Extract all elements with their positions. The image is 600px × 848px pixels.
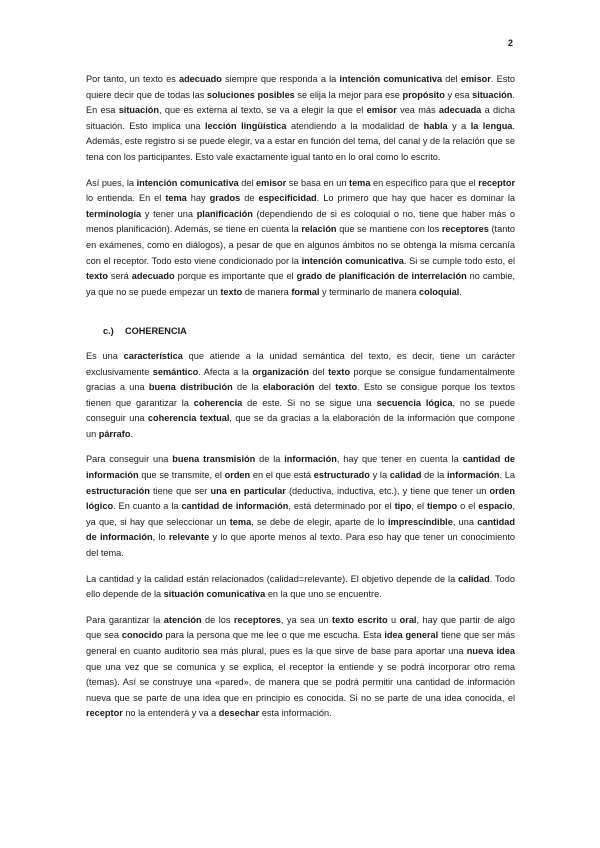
text-run: . En cuanto a la (113, 501, 182, 512)
bold-term: texto (328, 366, 351, 377)
text-run: Así pues, la (86, 177, 137, 188)
adequacy-paragraphs (86, 72, 515, 300)
bold-term: planificación (196, 208, 253, 219)
text-run: Para garantizar la (86, 614, 164, 625)
bold-term: atención (163, 614, 202, 625)
text-run: , el (411, 501, 427, 512)
text-run: de la (421, 470, 447, 481)
text-run: que una vez que se comunica y se explica, el receptor la entiende y se podrá incorporar otro rema (temas). Así se construye una «pared», de manera que se podrá permitir una cantidad de información nueva que se parte de una idea que en principio es conocida. Si no se parte de una idea conocida, el (86, 661, 515, 703)
bold-term: estructuración (86, 485, 150, 496)
section-heading-coherencia (103, 324, 515, 340)
text-run: , que es externa al texto, se va a elegir la que el (159, 105, 367, 116)
coherence-paragraphs (86, 349, 515, 722)
paragraph (86, 452, 515, 561)
bold-term: texto (86, 271, 108, 282)
text-run: se elija la mejor para ese (294, 89, 403, 100)
bold-term: formal (291, 286, 320, 297)
bold-term: organización (252, 366, 309, 377)
bold-term: coherencia textual (147, 413, 230, 424)
bold-term: especificidad (258, 193, 317, 204)
bold-term: propósito (402, 89, 445, 100)
text-run: . Lo primero que hay que hacer es dominar la (316, 193, 516, 204)
bold-term: receptores (441, 224, 489, 235)
bold-term: calidad (458, 573, 490, 584)
text-run: , una (452, 516, 478, 527)
text-run: . Todo ello depende de la (86, 573, 515, 600)
bold-term: emisor (460, 74, 491, 84)
text-run: vea más (396, 105, 439, 116)
bold-term: intención comunicativa (136, 177, 239, 188)
text-run: hay (186, 193, 210, 204)
text-run: no cambie, ya que no se puede empezar un (86, 271, 516, 297)
bold-term: terminología (86, 208, 142, 219)
bold-term: desechar (218, 708, 260, 719)
section-title: COHERENCIA (125, 326, 187, 337)
bold-term: emisor (256, 177, 287, 188)
text-run: . Esto se consigue porque los textos tienen que garantizar la (86, 382, 515, 408)
bold-term: característica (123, 350, 183, 361)
bold-term: texto (335, 382, 358, 393)
text-run: para la persona que me lee o que me escucha. Esta (162, 630, 385, 641)
text-run: (tanto en exámenes, como en diálogos), a pesar de que en algunos ámbitos no se obtenga la misma cercanía con el receptor. Todo esto viene condicionado por la (86, 224, 515, 266)
bold-term: conocido (121, 630, 163, 641)
bold-term: relación (301, 224, 337, 235)
bold-term: grados (209, 193, 241, 204)
text-run: , está determinado por el (288, 501, 395, 512)
bold-term: emisor (366, 105, 397, 116)
bold-term: grado de planificación de interrelación (296, 271, 467, 282)
bold-term: tema (229, 516, 252, 527)
bold-term: situación (472, 89, 513, 100)
paragraph (86, 349, 515, 443)
bold-term: buena transmisión (172, 454, 256, 465)
document-body (86, 72, 515, 732)
paragraph (86, 572, 515, 603)
bold-term: calidad (389, 470, 422, 481)
bold-term: buena distribución (148, 382, 233, 393)
text-run: , no se puede conseguir una (86, 397, 516, 424)
bold-term: nueva idea (466, 646, 515, 656)
text-run: . En esa (86, 89, 515, 116)
text-run: en específico para que el (370, 177, 479, 188)
text-run: y tener una (141, 208, 197, 219)
text-run: no la entenderá y va a (122, 708, 219, 719)
text-run: y la (369, 470, 390, 481)
bold-term: información (446, 470, 500, 481)
text-run: del (308, 366, 329, 377)
text-run: lo entienda. En el (86, 193, 166, 204)
text-run: de (240, 193, 259, 204)
bold-term: situación (118, 105, 160, 116)
bold-term: adecuado (178, 74, 222, 84)
bold-term: información (284, 454, 337, 465)
text-run: y lo que aporte menos al texto. Para eso hay que tener un conocimiento del tema. (86, 532, 515, 559)
text-run: será (107, 271, 132, 282)
text-run: Es una (86, 350, 124, 361)
text-run: , que se da gracias a la elaboración de la información que compone un (86, 413, 515, 439)
bold-term: párrafo (98, 428, 131, 439)
text-run: en la que uno se encuentre. (265, 589, 382, 600)
bold-term: texto (220, 286, 243, 297)
text-run: y terminarlo de manera (319, 286, 419, 297)
text-run: . Afecta a la (198, 366, 253, 377)
text-run: que se transmite, el (138, 470, 225, 481)
text-run: , se debe de elegir, aparte de lo (251, 516, 388, 527)
text-run: que atiende a la unidad semántica del texto, es decir, tiene un carácter exclusivamente (86, 350, 515, 377)
text-run: esta información. (259, 708, 332, 719)
bold-term: receptor (478, 177, 516, 188)
bold-term: secuencia lógica (376, 397, 453, 408)
text-run: (dependiendo de si es coloquial o no, tiene que haber más o menos planificación). Además, se tiene en cuenta la (86, 208, 516, 235)
text-run: Para conseguir una (86, 454, 173, 465)
bold-term: habla (423, 120, 448, 131)
page-number: 2 (508, 38, 514, 48)
text-run: que se mantiene con los (336, 224, 442, 235)
text-run: y a (447, 120, 471, 131)
text-run: , hay que partir de algo que sea (86, 614, 515, 641)
text-run: y esa (444, 89, 473, 100)
section-number: c.) (103, 326, 114, 337)
bold-term: coloquial (419, 286, 460, 297)
text-run: atendiendo a la modalidad de (286, 120, 424, 131)
text-run: La cantidad y la calidad están relacionados (calidad=relevante). El objetivo depende de la (86, 573, 459, 584)
text-run: se basa en un (286, 177, 350, 188)
bold-term: orden (224, 470, 251, 481)
bold-term: relevante (168, 532, 210, 543)
text-run: . La (499, 470, 516, 481)
bold-term: situación comunicativa (163, 589, 266, 600)
bold-term: tipo (394, 501, 412, 512)
bold-term: cantidad de información (86, 516, 515, 543)
bold-term: intención comunicativa (339, 74, 443, 84)
text-run: de la (255, 454, 285, 465)
bold-term: tema (165, 193, 187, 204)
bold-term: estructurado (313, 470, 370, 481)
paragraph (86, 613, 515, 722)
bold-term: soluciones posibles (206, 89, 295, 100)
bold-term: intención comunicativa (301, 255, 404, 266)
bold-term: espacio (478, 501, 513, 512)
text-run: u (387, 614, 400, 625)
bold-term: una en particular (210, 485, 286, 496)
bold-term: tiempo (427, 501, 458, 512)
text-run: . Esto quiere decir que de todas las (86, 74, 515, 100)
text-run: , ya sea un (280, 614, 333, 625)
text-run: tiene que ser más general en cuanto auditorio sea más plural, pues es la que sirve de base para aportar una (86, 630, 515, 656)
bold-term: lección lingüística (204, 120, 287, 131)
text-run: porque se consigue fundamentalmente gracias a una (86, 366, 516, 393)
text-run: . (459, 286, 462, 297)
bold-term: receptores (233, 614, 281, 625)
text-run: tiene que ser (149, 485, 211, 496)
paragraph (86, 72, 515, 166)
bold-term: imprescindible (388, 516, 453, 527)
text-run: de la (232, 382, 263, 393)
bold-term: adecuada (438, 105, 482, 116)
text-run: . Si se cumple todo esto, el (403, 255, 515, 266)
bold-term: orden lógico (86, 485, 515, 512)
text-run: , lo (152, 532, 169, 543)
bold-term: idea general (384, 630, 439, 641)
bold-term: semántico (152, 366, 199, 377)
bold-term: tema (349, 177, 371, 188)
text-run: a dicha situación. Esto implica una (86, 105, 516, 131)
text-run: del (442, 74, 461, 84)
bold-term: oral (399, 614, 417, 625)
text-run: de los (201, 614, 234, 625)
text-run: o el (457, 501, 479, 512)
text-run: . Además, este registro si se puede elegir, va a estar en función del tema, del canal y de la relación que se tena con los participantes. Esto vale exactamente igual tanto en lo oral como lo escrito. (86, 120, 515, 162)
paragraph (86, 176, 515, 301)
bold-term: texto escrito (332, 614, 388, 625)
text-run: , hay que tener en cuenta la (336, 454, 463, 465)
text-run: (deductiva, inductiva, etc.), y tiene que tener un (285, 485, 490, 496)
text-run: de manera (242, 286, 292, 297)
bold-term: cantidad de información (181, 501, 289, 512)
text-run: en el que está (250, 470, 314, 481)
text-run: de este. Si no se sigue una (242, 397, 377, 408)
text-run: siempre que responda a la (221, 74, 340, 84)
bold-term: la lengua (470, 120, 513, 131)
bold-term: receptor (86, 708, 123, 719)
bold-term: elaboración (262, 382, 315, 393)
text-run: porque es importante que el (174, 271, 297, 282)
text-run: Por tanto, un texto es (86, 74, 179, 84)
text-run: , ya que, si hay que seleccionar un (86, 501, 516, 527)
bold-term: coherencia (193, 397, 243, 408)
text-run: del (238, 177, 257, 188)
bold-term: adecuado (131, 271, 175, 282)
text-run: del (314, 382, 336, 393)
bold-term: cantidad de información (86, 454, 515, 481)
text-run: . (130, 428, 133, 439)
